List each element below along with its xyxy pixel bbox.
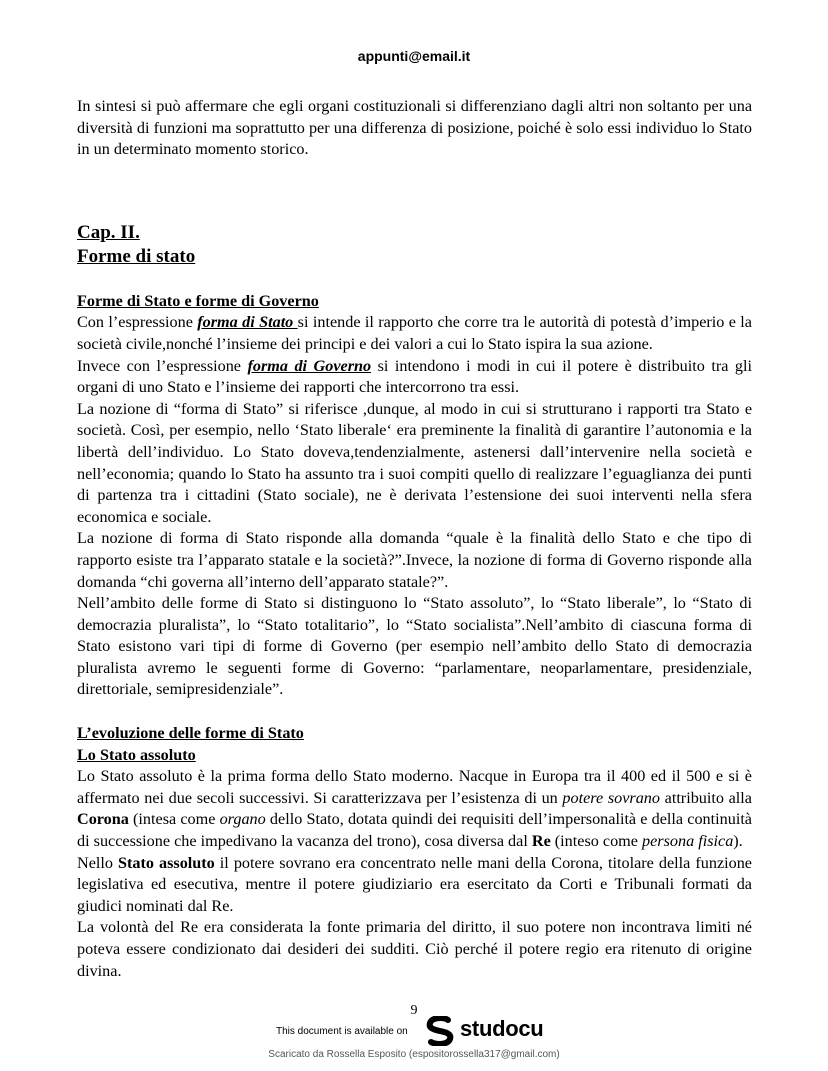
paragraph: La nozione di “forma di Stato” si riferisce ,dunque, al modo in cui si strutturano i rapporti tra Stato e società. Così, per esempio, nello ‘Stato liberale‘ era preminente la finalità di garantire l’autonomia e la libertà dell’individuo. Lo Stato doveva,tendenzialmente, astenersi dall’intervenire nella società e nell’economia; quando lo Stato ha assunto tra i suoi compiti quello di realizzare l’eguaglianza dei punti di partenza tra i cittadini (Stato sociale), ne è derivata l’estensione dei suoi interventi nella sfera economica e sociale.: [77, 399, 752, 526]
paragraph: Nello Stato assoluto il potere sovrano era concentrato nelle mani della Corona, titolare della funzione legislativa ed esecutiva, mentre il potere giudiziario era esercitato da Corti e Tribunali formati da giudici nominati dal Re.: [77, 853, 752, 915]
paragraph: Con l’espressione forma di Stato si intende il rapporto che corre tra le autorità di potestà d’imperio e la società civile,nonché l’insieme dei principi e dei valori a cui lo Stato ispira la sua azione.: [77, 313, 752, 353]
section-title: L’evoluzione delle forme di Stato: [77, 724, 304, 743]
chapter-title: Forme di stato: [77, 245, 196, 267]
intro-paragraph: In sintesi si può affermare che egli organi costituzionali si differenziano dagli altri non soltanto per una diversità di funzioni ma soprattutto per una differenza di posizione, poiché è solo essi individuo lo Stato in un determinato momento storico.: [77, 97, 752, 159]
download-info: Scaricato da Rossella Esposito (espositorossella317@gmail.com): [268, 1049, 560, 1060]
footer: [0, 1016, 828, 1046]
page-number: 9: [410, 1003, 418, 1018]
header-email: appunti@email.it: [357, 48, 471, 64]
studocu-logo[interactable]: [424, 1016, 554, 1046]
subsection-title: Lo Stato assoluto: [77, 745, 196, 764]
studocu-logo-text: studocu: [460, 1016, 544, 1041]
section-title: Forme di Stato e forme di Governo: [77, 291, 319, 310]
available-text: This document is available on: [276, 1026, 408, 1037]
paragraph: La nozione di forma di Stato risponde alla domanda “quale è la finalità dello Stato e che tipo di rapporto esiste tra l’apparato statale e la società?”.Invece, la nozione di forma di Governo risponde alla domanda “chi governa all’interno dell’apparato statale?”.: [77, 529, 752, 591]
paragraph: Invece con l’espressione forma di Governo si intendono i modi in cui il potere è distribuito tra gli organi di uno Stato e l’insieme dei rapporti che intercorrono tra essi.: [77, 356, 753, 397]
paragraph: La volontà del Re era considerata la fonte primaria del diritto, il suo potere non incontrava limiti né poteva essere condizionato dai desideri dei sudditi. Ciò perché il potere regio era ritenuto di origine divina.: [77, 918, 752, 980]
chapter-number: Cap. II.: [77, 221, 140, 243]
paragraph: Lo Stato assoluto è la prima forma dello Stato moderno. Nacque in Europa tra il 400 ed il 500 e si è affermato nei due secoli successivi. Si caratterizzava per l’esistenza di un potere sovrano attribuito alla Corona (intesa come organo dello Stato, dotata quindi dei requisiti dell’impersonalità e della continuità di successione che impedivano la vacanza del trono), cosa diversa dal Re (inteso come persona fisica).: [77, 767, 752, 851]
studocu-logo-icon: [424, 1016, 456, 1046]
page-content: [77, 96, 752, 982]
paragraph: Nell’ambito delle forme di Stato si distinguono lo “Stato assoluto”, lo “Stato liberale”, lo “Stato di democrazia pluralista”, lo “Stato totalitario”, lo “Stato socialista”.Nell’ambito di ciascuna forma di Stato esistono vari tipi di forme di Governo (per esempio nell’ambito dello Stato di democrazia pluralista avremo le seguenti forme di Governo: “parlamentare, neoparlamentare, presidenziale, direttoriale, semipresidenziale”.: [77, 594, 752, 699]
term-forma-di-stato: forma di Stato: [197, 313, 298, 332]
term-forma-di-governo: forma di Governo: [247, 356, 372, 375]
